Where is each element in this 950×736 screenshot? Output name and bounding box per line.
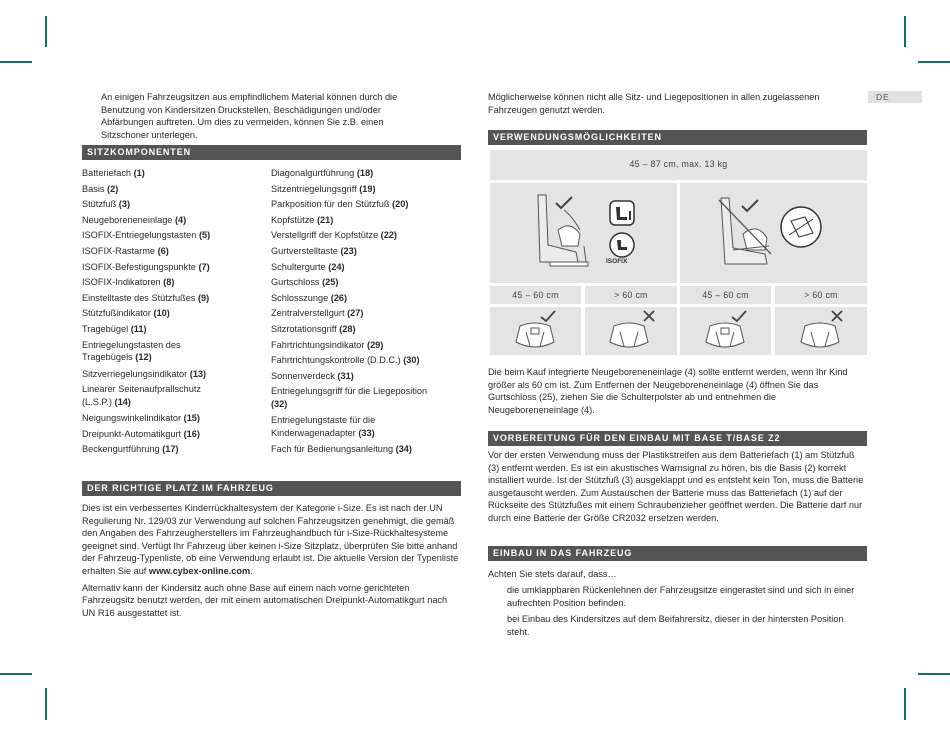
component-number: (17) xyxy=(162,444,179,455)
section-header-placement: DER RICHTIGE PLATZ IM FAHRZEUG xyxy=(82,481,461,496)
crop-mark xyxy=(918,61,950,63)
component-number: (24) xyxy=(328,261,345,272)
component-number: (33) xyxy=(358,427,375,438)
component-label: Gurtverstelltaste xyxy=(271,246,338,256)
placement-text-1: Dies ist ein verbessertes Kinderrückhaltesystem der Kategorie i-Size. Es ist nach der UN Regulierung Nr. 129/03 zur Verwendung auf solchen Fahrzeugsitzen genehmigt, die gemäß den Angaben des Fahrzeugherstellers im Fahrzeughandbuch für i-Size-Rückhaltesysteme geeignet sind. Verfügt Ihr Fahrzeug über keinen i-Size Sitzplatz, überprüfen Sie bitte anhand der Fahrzeug-Typenliste, ob eine Verwendung erlaubt ist. Die aktuelle Version der Typenliste erhalten Sie auf xyxy=(82,503,459,576)
component-number: (14) xyxy=(114,396,131,407)
placement-paragraph xyxy=(82,502,460,619)
component-number: (13) xyxy=(189,368,207,379)
right-intro-text: Möglicherweise können nicht alle Sitz- und Liegepositionen in allen zugelassenen Fahrzeugen genutzt werden. xyxy=(488,92,820,115)
component-label: Batteriefach xyxy=(82,168,132,178)
component-item xyxy=(271,183,461,195)
component-label: Linearer Seitenaufprallschutz xyxy=(82,384,201,395)
placement-text-2: Alternativ kann der Kindersitz auch ohne Base auf einem nach vorne gerichteten Fahrzeugsitz benutzt werden, der mit einem automatischen Dreipunkt-Automatikgurt nach UN R16 ausgestattet ist. xyxy=(82,582,448,618)
component-label: Parkposition für den Stützfuß xyxy=(271,199,390,210)
newborn-insert-icon xyxy=(704,322,746,350)
component-label: Basis xyxy=(82,183,105,194)
section-header-components: SITZKOMPONENTEN xyxy=(82,145,461,160)
intro-text: An einigen Fahrzeugsitzen aus empfindlichem Material können durch die Benutzung von Kindersitzen Druckstellen, Beschädigungen und/oder Abfärbungen auftreten. Um dies zu vermeiden, können Sie z.B. einen Sitzschoner unterlegen. xyxy=(101,92,398,140)
language-tab: DE xyxy=(868,91,922,103)
crop-mark xyxy=(45,16,47,47)
component-number: (6) xyxy=(157,246,169,256)
section-header-installation: EINBAU IN DAS FAHRZEUG xyxy=(488,546,867,561)
bullet-text: die umklappbaren Rückenlehnen der Fahrzeugsitze eingerastet sind und sich in einer aufrechten Position befinden. xyxy=(507,585,855,608)
component-label: Diagonalgurtführung xyxy=(271,168,355,178)
belt-routing-icon xyxy=(779,205,823,249)
component-item xyxy=(82,167,262,179)
component-number: (25) xyxy=(322,277,339,288)
website-link[interactable]: www.cybex-online.com xyxy=(148,565,251,576)
crop-mark xyxy=(45,688,47,720)
component-item xyxy=(82,443,262,455)
component-item xyxy=(271,167,461,179)
bullet-text: bei Einbau des Kindersitzes auf dem Beifahrersitz, dieser in der hintersten Position steht. xyxy=(507,614,844,637)
component-label: Tragebügel xyxy=(82,324,129,334)
isofix-icon xyxy=(609,232,635,258)
installation-intro xyxy=(488,568,866,581)
component-number: (9) xyxy=(197,292,210,303)
component-label-cont: (L.S.P.) xyxy=(82,396,112,407)
component-label: Verstellgriff der Kopfstütze xyxy=(271,230,379,241)
component-label: Sitzverriegelungsindikator xyxy=(82,368,188,379)
component-number: (15) xyxy=(183,413,200,424)
crop-mark xyxy=(904,16,906,47)
component-label: ISOFIX-Rastarme xyxy=(82,246,156,256)
component-item xyxy=(82,261,262,273)
component-label: Dreipunkt-Automatikgurt xyxy=(82,428,182,439)
preparation-text: Vor der ersten Verwendung muss der Plastikstreifen aus dem Batteriefach (1) am Stützfuß (3) entfernt werden. Es ist ein akustisches Warnsignal zu hören, bis die Basis (2) korrekt installiert wurde. Ist der Stützfuß (3) ausgeklappt und es entsteht kein Ton, muss die Batterie ausgetauscht werden. Zum Austauschen der Batterie muss das Batteriefach (1) auf der Rückseite des Stützfußes mit einem Schraubenzieher geöffnet werden. Die Batterie darf nur durch eine Batterie der Größe CR2032 ersetzen werden. xyxy=(488,450,864,523)
crop-mark xyxy=(0,673,32,675)
component-item xyxy=(82,428,262,440)
component-item xyxy=(82,368,262,380)
component-label: Stützfußindikator xyxy=(82,308,151,319)
component-number: (23) xyxy=(340,246,357,256)
cross-icon xyxy=(643,310,655,322)
component-item xyxy=(271,276,461,288)
component-item xyxy=(82,412,262,424)
component-label: Sonnenverdeck xyxy=(271,370,335,381)
component-label: Entriegelungstasten des xyxy=(82,339,181,350)
component-label: ISOFIX-Indikatoren xyxy=(82,277,161,288)
no-insert-icon xyxy=(608,322,650,350)
component-item xyxy=(82,198,262,210)
component-item xyxy=(82,292,262,304)
component-item xyxy=(271,385,461,410)
component-item xyxy=(271,323,461,335)
component-label: Schlosszunge xyxy=(271,292,329,303)
component-label: ISOFIX-Befestigungspunkte xyxy=(82,261,196,272)
height-label: 45 – 60 cm xyxy=(512,290,559,300)
component-label: Einstelltaste des Stützfußes xyxy=(82,292,196,303)
component-number: (16) xyxy=(183,428,200,439)
component-item xyxy=(271,198,461,210)
component-number: (19) xyxy=(359,183,376,194)
component-number: (2) xyxy=(107,183,119,194)
right-intro xyxy=(488,91,868,116)
cross-icon xyxy=(831,310,843,322)
component-item xyxy=(82,183,262,195)
component-item xyxy=(271,261,461,273)
component-label: Fach für Bedienungsanleitung xyxy=(271,444,394,455)
insert-text: Die beim Kauf integrierte Neugeboreneneinlage (4) sollte entfernt werden, wenn Ihr Kind größer als 60 cm ist. Zum Entfernen der Neugeboreneneinlage (4) öffnen Sie das Gurtschloss (25), ziehen Sie die Schulterpolster ab und entnehmen die Neugeboreneneinlage (4). xyxy=(488,367,848,415)
component-number: (20) xyxy=(392,199,409,210)
component-label: ISOFIX-Entriegelungstasten xyxy=(82,230,197,241)
component-number: (22) xyxy=(380,230,397,241)
component-label-cont: Tragebügels xyxy=(82,352,133,362)
installation-intro-text: Achten Sie stets darauf, dass… xyxy=(488,569,617,579)
component-number: (1) xyxy=(133,168,145,178)
component-label: Sitzrotationsgriff xyxy=(271,324,337,334)
component-item xyxy=(82,214,262,226)
isofix-label: ISOFIX xyxy=(606,258,628,265)
component-item xyxy=(271,214,461,226)
crop-mark xyxy=(918,673,950,675)
component-label: Schultergurte xyxy=(271,261,326,272)
component-item xyxy=(82,323,262,335)
component-item xyxy=(271,339,461,351)
section-header-preparation: VORBEREITUNG FÜR DEN EINBAU MIT BASE T/BASE Z2 xyxy=(488,431,867,446)
component-label: Beckengurtführung xyxy=(82,444,160,455)
component-number: (11) xyxy=(130,324,147,334)
component-item xyxy=(271,370,461,382)
component-item xyxy=(82,339,262,364)
component-number: (28) xyxy=(339,324,356,334)
preparation-paragraph xyxy=(488,449,866,525)
component-label: Zentralverstellgurt xyxy=(271,308,345,319)
component-label-cont: Kinderwagenadapter xyxy=(271,427,356,438)
component-label: Sitzentriegelungsgriff xyxy=(271,183,357,194)
usage-table xyxy=(488,150,867,360)
component-item xyxy=(271,229,461,241)
placement-text xyxy=(82,502,460,578)
component-item xyxy=(271,414,461,439)
component-number: (10) xyxy=(153,308,170,319)
crop-mark xyxy=(904,688,906,720)
component-label: Fahrtrichtungsindikator xyxy=(271,339,365,350)
newborn-insert-icon xyxy=(514,322,556,350)
component-number: (3) xyxy=(118,199,131,210)
component-number: (21) xyxy=(316,214,334,225)
component-number: (27) xyxy=(347,308,364,319)
installation-bullet xyxy=(507,584,867,609)
component-item xyxy=(271,307,461,319)
component-number: (31) xyxy=(337,370,354,381)
component-number: (4) xyxy=(174,214,187,225)
component-number: (29) xyxy=(367,339,384,350)
component-number: (34) xyxy=(395,444,412,455)
intro-paragraph xyxy=(101,91,431,141)
crop-mark xyxy=(0,61,32,63)
component-number: (12) xyxy=(135,352,152,362)
check-icon xyxy=(740,198,760,214)
height-label: > 60 cm xyxy=(614,290,648,300)
component-number: (26) xyxy=(330,292,348,303)
component-item xyxy=(271,292,461,304)
component-label: Neigungswinkelindikator xyxy=(82,413,182,424)
usage-range-label: 45 – 87 cm, max. 13 kg xyxy=(629,159,728,169)
component-number: (18) xyxy=(356,168,374,178)
component-number: (30) xyxy=(403,355,420,366)
height-label: > 60 cm xyxy=(804,290,838,300)
component-label: Neugeboreneneinlage xyxy=(82,214,173,225)
no-insert-icon xyxy=(799,322,841,350)
component-label: Kopfstütze xyxy=(271,214,315,225)
component-item xyxy=(271,245,461,257)
component-item xyxy=(82,276,262,288)
component-item xyxy=(82,245,262,257)
component-label: Fahrtrichtungskontrolle (D.D.C.) xyxy=(271,355,401,366)
component-label: Entriegelungstaste für die xyxy=(271,415,376,426)
installation-bullet xyxy=(507,613,867,638)
component-label: Stützfuß xyxy=(82,199,117,210)
component-number: (8) xyxy=(163,277,175,288)
check-icon xyxy=(554,195,574,211)
component-label: Entriegelungsgriff für die Liegeposition xyxy=(271,386,428,397)
isize-icon xyxy=(609,200,635,226)
component-number: (5) xyxy=(198,230,211,241)
component-number: (32) xyxy=(271,398,288,409)
component-label: Gurtschloss xyxy=(271,277,320,288)
component-item xyxy=(82,229,262,241)
component-item xyxy=(82,307,262,319)
component-item xyxy=(82,383,262,408)
insert-paragraph xyxy=(488,366,866,416)
height-label: 45 – 60 cm xyxy=(702,290,749,300)
component-item xyxy=(271,354,461,366)
period: . xyxy=(250,565,253,576)
component-item xyxy=(271,443,461,455)
section-header-usage: VERWENDUNGSMÖGLICHKEITEN xyxy=(488,130,867,145)
component-number: (7) xyxy=(198,261,210,272)
